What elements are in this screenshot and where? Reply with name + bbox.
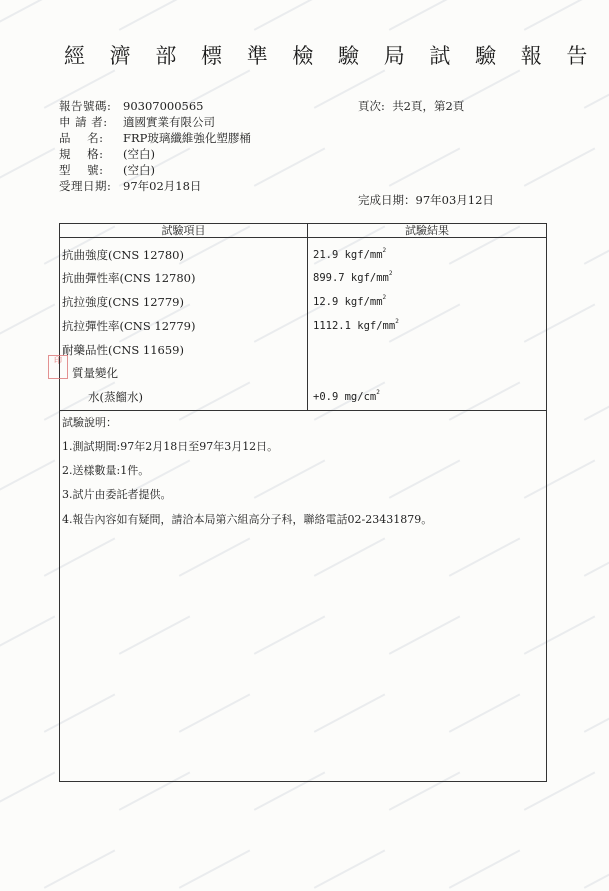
- col-result-header: 試驗結果: [405, 224, 449, 237]
- applicant-label: 申 請 者:: [59, 115, 108, 129]
- table-row: 耐藥品性(CNS 11659): [62, 343, 184, 357]
- completed-label: 完成日期：: [358, 193, 416, 207]
- applicant: 適國實業有限公司: [123, 115, 215, 129]
- report-no-label: 報告號碼:: [59, 99, 112, 113]
- note-item: 3.試片由委託者提供。: [62, 488, 172, 501]
- col-item-header: 試驗項目: [161, 224, 206, 237]
- results-table: [54, 223, 547, 782]
- product: FRP玻璃纖維強化塑膠桶: [123, 131, 251, 145]
- product-label: 品 名:: [59, 131, 104, 145]
- table-row: 抗曲強度(CNS 12780): [62, 248, 184, 262]
- table-cell-result: 1112.1 kgf/$mm^2$: [313, 318, 399, 332]
- model: (空白): [123, 163, 155, 177]
- report-no: 90307000565: [123, 99, 204, 113]
- note-item: 1.測試期間:97年2月18日至97年3月12日。: [62, 440, 279, 453]
- page-label: 頁次:: [358, 99, 385, 113]
- table-cell-result: +0.9 $mg/cm^2$: [313, 389, 380, 403]
- notes-heading: 試驗說明：: [62, 416, 117, 429]
- spec: (空白): [123, 147, 155, 161]
- model-label: 型 號:: [59, 163, 104, 177]
- completed-date-block: [358, 192, 494, 208]
- table-row: 質量變化: [72, 366, 118, 380]
- seal-stamp: 印: [48, 355, 68, 379]
- note-item: 2.送樣數量:1件。: [62, 464, 150, 477]
- column-divider: [307, 224, 308, 411]
- received-label: 受理日期:: [59, 179, 112, 193]
- table-row: 抗拉彈性率(CNS 12779): [62, 319, 196, 333]
- table-row: 水(蒸餾水): [88, 390, 143, 404]
- table-row: 抗曲彈性率(CNS 12780): [62, 271, 196, 285]
- table-header: [60, 224, 546, 238]
- table-cell-result: 899.7 kgf/$mm^2$: [313, 270, 393, 284]
- received-date: 97年02月18日: [123, 179, 202, 193]
- page-title: 經 濟 部 標 準 檢 驗 局 試 驗 報 告: [64, 44, 597, 68]
- note-item: 4.報告內容如有疑問，請洽本局第六組高分子科，聯絡電話02-23431879。: [62, 513, 433, 526]
- table-row: 抗拉強度(CNS 12779): [62, 295, 184, 309]
- meta-block: [59, 98, 251, 194]
- completed-date: 97年03月12日: [415, 193, 494, 207]
- page-indicator: [358, 98, 464, 114]
- page-value: 共2頁，第2頁: [392, 99, 465, 113]
- spec-label: 規 格:: [59, 147, 104, 161]
- table-cell-result: 12.9 kgf/$mm^2$: [313, 294, 387, 308]
- table-cell-result: 21.9 kgf/$mm^2$: [313, 247, 387, 261]
- section-divider: [60, 410, 546, 411]
